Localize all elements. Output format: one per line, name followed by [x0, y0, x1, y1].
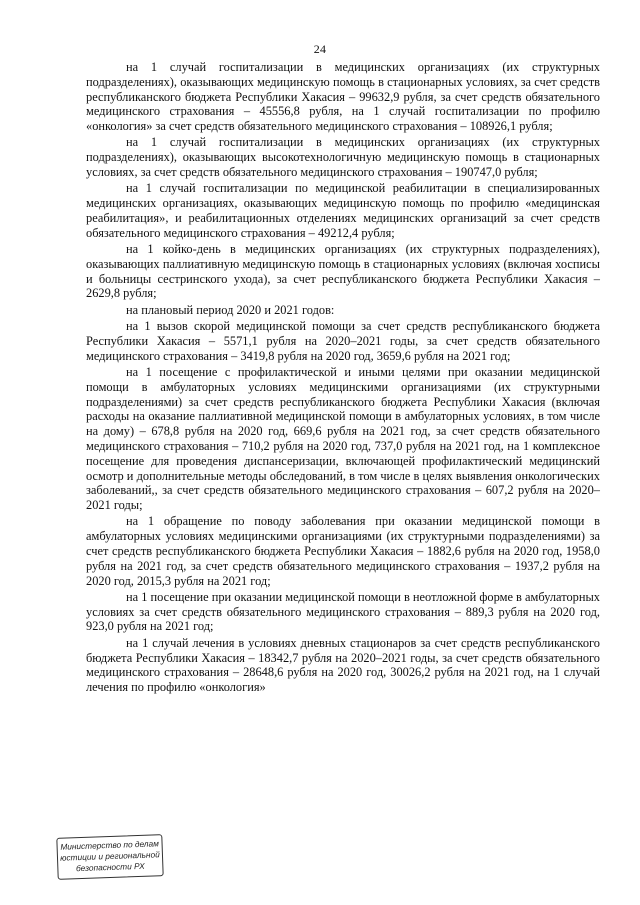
paragraph-day-hospital: на 1 случай лечения в условиях дневных стационаров за счет средств республиканского бюджета Республики Хакасия – 18342,7 рубля на 2020–2021 годы, за счет средств обязательного медицинского страхования – 28648,6 рубля на 2020 год, 30026,2 рубля на 2021 год, на 1 случай лечения по профилю «онкология» [86, 635, 600, 695]
paragraph-preventive-visit: на 1 посещение с профилактической и иными целями при оказании медицинской помощи в амбулаторных условиях медицинскими организациями (их структурными подразделениями) за счет средств республиканского бюджета Республики Хакасия (включая расходы на оказание паллиативной медицинской помощи в амбулаторных условиях, в том числе на дому) – 678,8 рубля на 2020 год, 669,6 рубля на 2021 год, за счет средств обязательного медицинского страхования – 710,2 рубля на 2020 год, 737,0 рубля на 2021 год, на 1 комплексное посещение для проведения диспансеризации, включающей профилактический медицинский осмотр и дополнительные методы обследований, в том числе в целях выявления онкологических заболеваний,, за счет средств обязательного медицинского страхования – 607,2 рубля на 2020–2021 годы; [86, 364, 600, 513]
paragraph-disease-visit: на 1 обращение по поводу заболевания при оказании медицинской помощи в амбулаторных условиях медицинскими организациями (их структурными подразделениями) за счет средств республиканского бюджета Республики Хакасия – 1882,6 рубля на 2020 год, 1958,0 рубля на 2021 год, за счет средств обязательного медицинского страхования – 1937,2 рубля на 2020 год, 2015,3 рубля на 2021 год; [86, 514, 600, 588]
paragraph-high-tech-care: на 1 случай госпитализации в медицинских организациях (их структурных подразделениях), оказывающих высокотехнологичную медицинскую помощь в стационарных условиях, за счет средств обязательного медицинского страхования – 190747,0 рубля; [86, 135, 600, 180]
paragraph-hospitalization: на 1 случай госпитализации в медицинских организациях (их структурных подразделениях), оказывающих медицинскую помощь в стационарных условиях, за счет средств республиканского бюджета Республики Хакасия – 99632,9 рубля, за счет средств обязательного медицинского страхования – 45556,8 рубля, на 1 случай госпитализации по профилю «онкология» за счет средств обязательного медицинского страхования – 108926,1 рубля; [86, 60, 600, 134]
paragraph-planning-period: на плановый период 2020 и 2021 годов: [126, 302, 335, 317]
paragraph-urgent-visit: на 1 посещение при оказании медицинской помощи в неотложной форме в амбулаторных условиях за счет средств обязательного медицинского страхования – 889,3 рубля на 2020 год, 923,0 рубля на 2021 год; [86, 589, 600, 634]
stamp-line-2: юстиции и региональной [60, 849, 160, 863]
stamp-line-1: Министерство по делам [60, 838, 159, 852]
ministry-stamp [56, 834, 163, 880]
paragraph-rehabilitation: на 1 случай госпитализации по медицинской реабилитации в специализированных медицинских организациях, оказывающих медицинскую помощь по профилю «медицинская реабилитация», и реабилитационных отделениях медицинских организаций за счет средств обязательного медицинского страхования – 49212,4 рубля; [86, 181, 600, 240]
document-body [86, 60, 600, 696]
stamp-line-3: безопасности РХ [75, 860, 145, 874]
paragraph-bed-day-palliative: на 1 койко-день в медицинских организациях (их структурных подразделениях), оказывающих паллиативную медицинскую помощь в стационарных условиях (включая хосписы и больницы сестринского ухода), за счет республиканского бюджета Республики Хакасия – 2629,8 рубля; [86, 242, 600, 301]
paragraph-ambulance-call: на 1 вызов скорой медицинской помощи за счет средств республиканского бюджета Республики Хакасия – 5571,1 рубля на 2020–2021 годы, за счет средств обязательного медицинского страхования – 3419,8 рубля на 2020 год, 3659,6 рубля на 2021 год; [86, 319, 600, 363]
page-number: 24 [313, 42, 327, 56]
